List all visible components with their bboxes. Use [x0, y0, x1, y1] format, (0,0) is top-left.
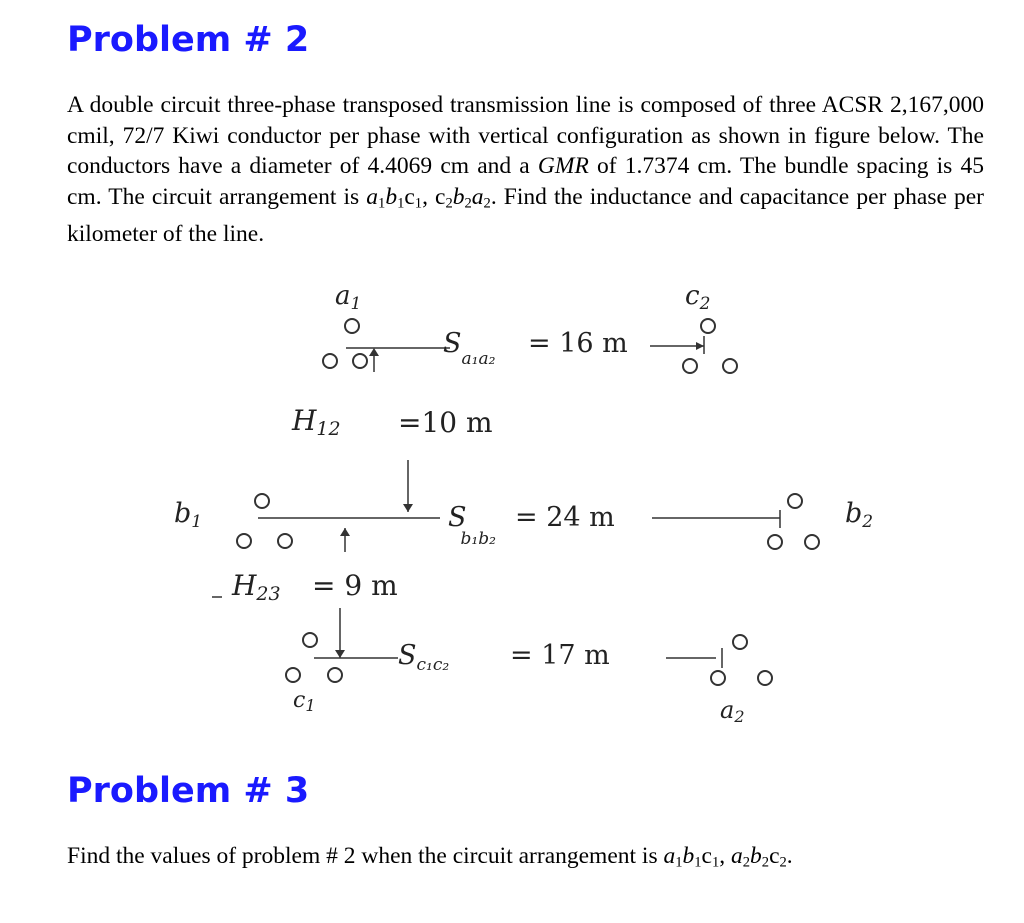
conductor-icon — [237, 534, 251, 548]
subscript: 2 — [742, 854, 751, 871]
arrangement-b1: b — [682, 843, 695, 869]
subscript: 1 — [711, 854, 720, 871]
subscript: 1 — [675, 854, 683, 871]
conductor-icon — [278, 534, 292, 548]
conductor-icon — [733, 635, 747, 649]
gmr-term: GMR — [537, 153, 589, 179]
subscript: 1 — [414, 195, 423, 212]
arrangement-a1: a — [366, 183, 379, 210]
conductor-icon — [683, 359, 697, 373]
conductor-icon — [323, 354, 337, 368]
conductor-icon — [723, 359, 737, 373]
arrangement-c2: c — [769, 843, 780, 869]
problem-2-heading: Problem # 2 — [67, 20, 310, 60]
h12-value: =10 m — [398, 406, 493, 439]
conductor-icon — [768, 535, 782, 549]
arrangement-c1: c — [404, 183, 415, 210]
conductor-icon — [345, 319, 359, 333]
statement-mid: of 1.7374 cm. The bundle spacing is 45 cm. The circuit arrangement is — [67, 153, 984, 210]
problem-3-statement — [67, 841, 984, 878]
subscript: 2 — [445, 195, 453, 212]
problem-3-end: . — [786, 843, 793, 869]
arrangement-separator: , — [422, 183, 436, 210]
label-b1: b1 — [174, 498, 203, 532]
label-c1: c1 — [293, 688, 316, 715]
arrangement-c1: c — [701, 843, 712, 869]
bundle-a2 — [711, 635, 772, 685]
conductor-icon — [255, 494, 269, 508]
h23-label: H23 — [232, 569, 281, 605]
conductor-icon — [286, 668, 300, 682]
conductor-icon — [353, 354, 367, 368]
arrangement-a1: a — [663, 843, 676, 869]
conductor-icon — [711, 671, 725, 685]
problem-2-statement — [67, 90, 984, 249]
s-c1c2-value: = 17 m — [510, 640, 610, 671]
conductor-icon — [788, 494, 802, 508]
subscript: 2 — [779, 854, 787, 871]
arrangement-a2: a — [731, 843, 743, 869]
bundle-c1 — [286, 608, 398, 682]
subscript: 2 — [483, 195, 491, 212]
arrangement-b2: b — [452, 183, 465, 210]
s-a1a2-label: $S_{a_1a_2}$ — [443, 328, 496, 369]
arrangement-c2: c — [435, 183, 446, 210]
label-a2: a2 — [720, 696, 745, 726]
conductor-icon — [805, 535, 819, 549]
conductor-icon — [758, 671, 772, 685]
s-b1b2-value: = 24 m — [515, 502, 615, 533]
subscript: 1 — [694, 854, 702, 871]
subscript: 1 — [378, 195, 386, 212]
h23-value: = 9 m — [312, 569, 398, 602]
statement-end: . Find the inductance and capacitance per phase per kilometer of the line. — [67, 183, 985, 247]
bundle-c2 — [650, 319, 737, 373]
label-a1: a1 — [335, 281, 362, 314]
s-c1c2-label: $S_{c_1c_2}$ — [398, 640, 450, 675]
bundle-b1 — [237, 494, 440, 552]
problem-3-heading: Problem # 3 — [67, 771, 310, 811]
statement-intro: A double circuit three-phase transposed transmission line is composed of three ACSR 2,167,000 cmil, 72/7 Kiwi conductor per phase with vertical configuration as shown in figure below. The conductors have a diameter of 4.4069 cm and a — [67, 92, 984, 179]
conductor-icon — [701, 319, 715, 333]
arrangement-a2: a — [471, 183, 484, 210]
subscript: 1 — [397, 195, 405, 212]
label-c2: c2 — [685, 281, 711, 314]
subscript: 2 — [761, 854, 770, 871]
arrangement-separator: , — [719, 843, 732, 869]
s-a1a2-value: = 16 m — [528, 328, 628, 359]
h12-label: H12 — [292, 404, 341, 440]
label-b2: b2 — [845, 498, 874, 532]
subscript: 2 — [464, 195, 472, 212]
arrangement-b2: b — [750, 843, 762, 869]
s-b1b2-label: S b₁b₂ — [448, 502, 496, 549]
conductor-icon — [303, 633, 317, 647]
bundle-b2 — [768, 494, 819, 549]
bundle-a1 — [323, 319, 450, 372]
problem-3-text: Find the values of problem # 2 when the circuit arrangement is — [67, 843, 664, 869]
arrangement-b1: b — [385, 183, 398, 210]
conductor-configuration-figure — [0, 260, 1024, 730]
conductor-icon — [328, 668, 342, 682]
